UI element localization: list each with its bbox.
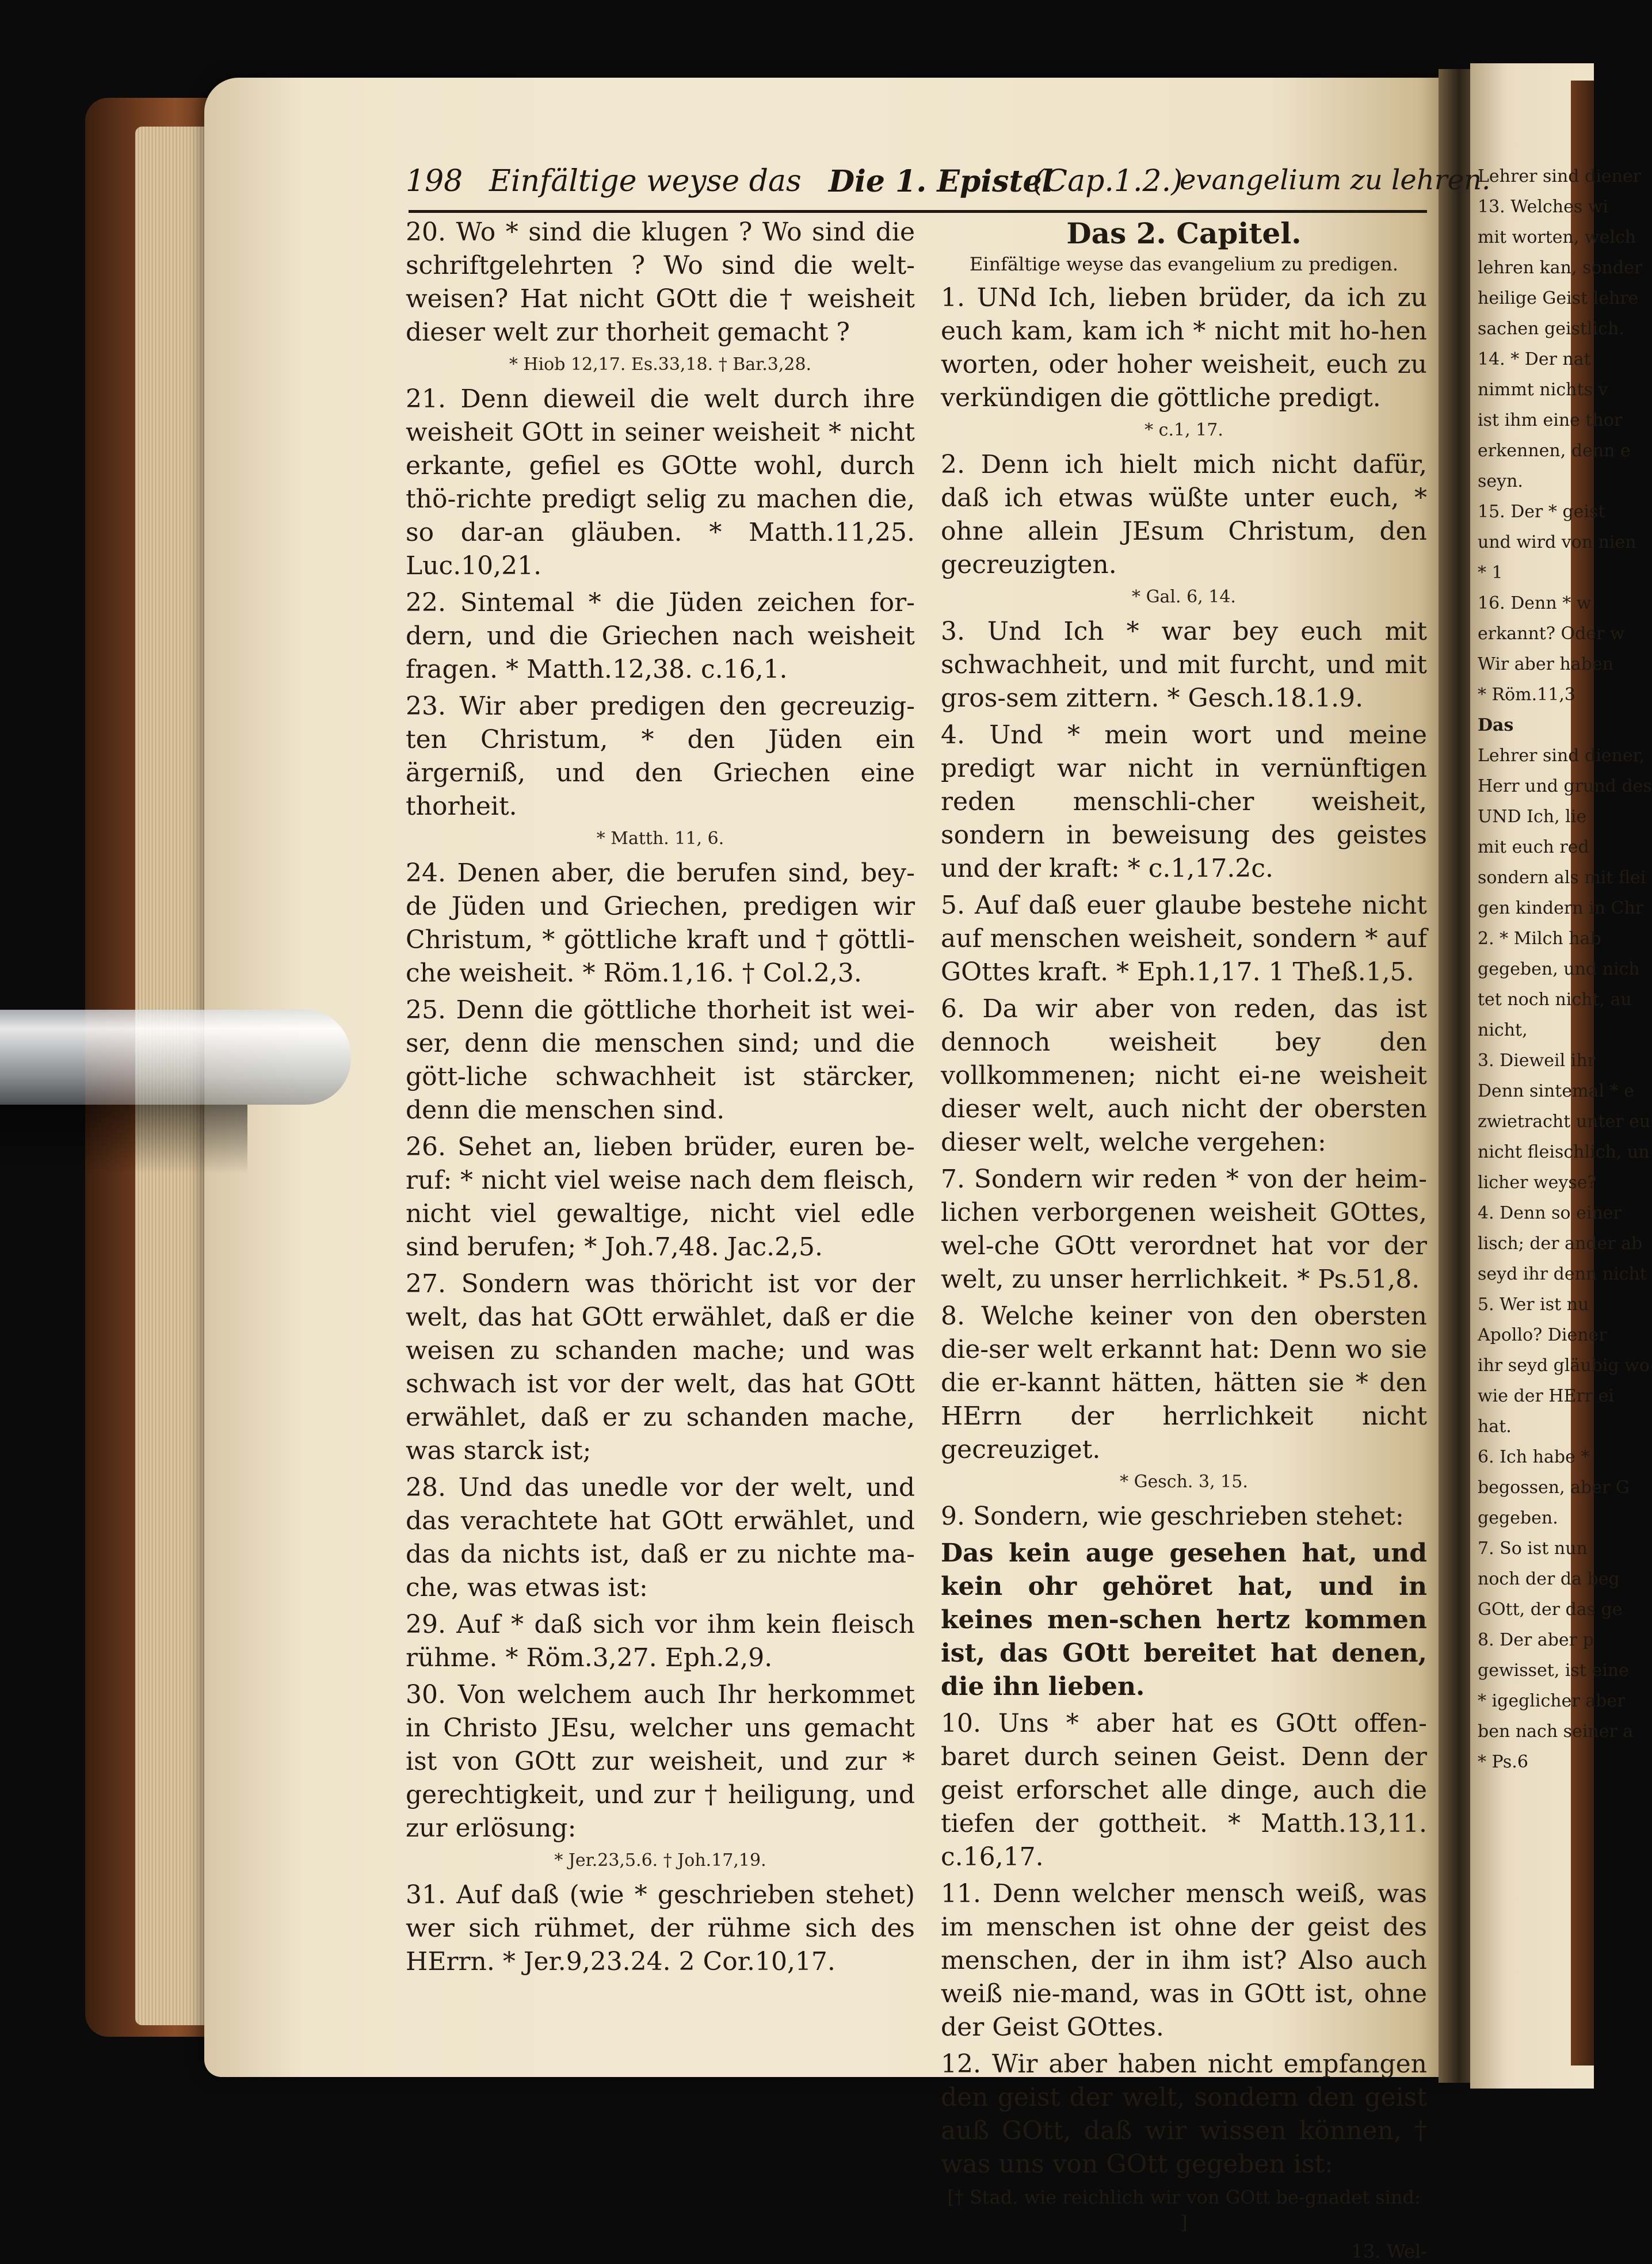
verse-8: 8. Welche keiner von den obersten die-ser welt erkannt hat: Denn wo sie die er-kannt hätten, hätten sie * den HErrn der herrlichkeit nicht gecreuziget. [941,1301,1427,1464]
facing-line: begossen, aber G [1478,1477,1630,1498]
facing-line: 13. Welches wi [1478,197,1609,217]
facing-line: und wird von nien [1478,532,1636,552]
facing-line: 15. Der * geist [1478,502,1605,522]
facing-line: 14. * Der nat [1478,349,1591,369]
facing-line: Herr und grund des [1478,776,1652,796]
footnote: [† Stad. wie reichlich wir von GOtt be-gnadet sind: ] [947,2186,1421,2234]
verse-29: 29. Auf * daß sich vor ihm kein fleisch rühme. * Röm.3,27. Eph.2,9. [406,1610,915,1673]
cross-reference: * c.1, 17. [1144,420,1223,440]
facing-line: sachen geistlich. [1478,319,1624,339]
facing-line: Wir aber haben [1478,654,1613,674]
facing-line: seyd ihr denn nicht [1478,1264,1647,1284]
cross-reference: * Gesch. 3, 15. [1120,1472,1248,1492]
facing-page-text [1478,161,1652,1777]
facing-line: Apollo? Diener [1478,1325,1607,1345]
facing-line: Denn sintemal * e [1478,1081,1634,1101]
facing-line: erkannt? Oder w [1478,624,1625,644]
facing-line: ihr seyd gläubig wo [1478,1356,1650,1376]
verse-4: 4. Und * mein wort und meine predigt war nicht in vernünftigen reden menschli-cher weisheit, sondern in beweisung des geistes und der kraft: * c.1,17.2c. [941,720,1427,883]
facing-line: ben nach seiner a [1478,1721,1634,1742]
verse-9-quotation: Das kein auge gesehen hat, und kein ohr gehöret hat, und in keines men-schen hertz kommen ist, das GOtt bereitet hat denen, die ihn lieben. [941,1538,1427,1701]
facing-line: wie der HErr ei [1478,1386,1615,1406]
cross-reference: * Hiob 12,17. Es.33,18. † Bar.3,28. [509,354,812,375]
book-title: Die 1. Epistel [829,164,1054,199]
facing-line: * Ps.6 [1478,1752,1528,1772]
page-number: 198 [406,164,463,198]
facing-line: seyn. [1478,471,1523,491]
facing-line: hat. [1478,1417,1512,1437]
verse-11: 11. Denn welcher mensch weiß, was im menschen ist ohne der geist des menschen, der in ihm ist? Also auch weiß nie-mand, was in GOtt ist, ohne der Geist GOttes. [941,1879,1427,2042]
cross-reference: * Matth. 11, 6. [596,829,724,849]
verse-22: 22. Sintemal * die Jüden zeichen for-dern, und die Griechen nach weisheit fragen. * Matth.12,38. c.16,1. [406,588,915,684]
facing-line: licher weyse? [1478,1173,1597,1193]
facing-chapter-heading: Das [1478,715,1514,735]
facing-line: noch der da beg [1478,1569,1620,1589]
verse-23: 23. Wir aber predigen den gecreuzig-ten Christum, * den Jüden ein ärgerniß, und den Griechen eine thorheit. [406,692,915,821]
page-clip-shadow [0,1105,247,1174]
facing-line: 4. Denn so einer [1478,1203,1622,1223]
verse-7: 7. Sondern wir reden * von der heim-lichen verborgenen weisheit GOttes, wel-che GOtt verordnet hat vor der welt, zu unser herrlichkeit. * Ps.51,8. [941,1165,1427,1294]
facing-line: mit worten, welch [1478,227,1636,247]
facing-line: zwietracht unter eu [1478,1112,1651,1132]
cross-reference: * Gal. 6, 14. [1132,587,1236,607]
verse-1: 1. UNd Ich, lieben brüder, da ich zu euch kam, kam ich * nicht mit ho-hen worten, oder hoher weisheit, euch zu verkündigen die göttliche predigt. [941,283,1427,413]
verse-27: 27. Sondern was thöricht ist vor der welt, das hat GOtt erwählet, daß er die weisen zu schanden mache; und was schwach ist vor der welt, das hat GOtt erwählet, daß er zu schanden mache, was starck ist; [406,1269,915,1465]
verse-12: 12. Wir aber haben nicht empfangen den geist der welt, sondern den geist auß GOtt, daß wir wissen können, † was uns von GOtt gegeben ist: [941,2049,1427,2179]
chapter-reference: (Cap.1.2.) [1033,164,1183,198]
chapter-title: Das 2. Capitel. [1066,216,1302,250]
verse-31: 31. Auf daß (wie * geschrieben stehet) wer sich rühmet, der rühme sich des HErrn. * Jer.9,23.24. 2 Cor.10,17. [406,1880,915,1976]
facing-line: nicht, [1478,1020,1528,1040]
verse-21: 21. Denn dieweil die welt durch ihre weisheit GOtt in seiner weisheit * nicht erkante, gefiel es GOtte wohl, durch thö-richte predigt selig zu machen die, so dar-an gläuben. * Matth.11,25. Luc.10,21. [406,384,915,581]
facing-line: nimmt nichts v [1478,380,1608,400]
chapter-summary: Einfältige weyse das evangelium zu predigen. [969,253,1399,275]
facing-line: lisch; der ander ab [1478,1234,1643,1254]
running-title-left: Einfältige weyse das [489,164,802,198]
facing-line: gewisset, ist eine [1478,1660,1629,1681]
facing-line: 3. Dieweil ihr [1478,1051,1596,1071]
facing-line: nicht fleischlich, un [1478,1142,1650,1162]
facing-line: heilige Geist lehre [1478,288,1639,308]
facing-line: 5. Wer ist nu [1478,1295,1589,1315]
facing-line: * 1 [1478,563,1503,583]
verse-26: 26. Sehet an, lieben brüder, euren be-ruf: * nicht viel weise nach dem fleisch, nicht viel gewaltige, nicht viel edle sind berufen; * Joh.7,48. Jac.2,5. [406,1132,915,1262]
facing-line: Lehrer sind diener, [1478,746,1645,766]
facing-line: lehren kan, sonder [1478,258,1643,278]
facing-line: sondern als mit flei [1478,868,1646,888]
facing-line: 16. Denn * w [1478,593,1592,613]
verse-2: 2. Denn ich hielt mich nicht dafür, daß ich etwas wüßte unter euch, * ohne allein JEsum Christum, den gecreuzigten. [941,450,1427,579]
facing-line: gegeben, und nich [1478,959,1640,979]
verse-9: 9. Sondern, wie geschrieben stehet: [941,1502,1404,1531]
cross-reference: * Jer.23,5.6. † Joh.17,19. [554,1850,766,1870]
verse-3: 3. Und Ich * war bey euch mit schwachheit, und mit furcht, und mit gros-sem zittern. * Gesch.18.1.9. [941,617,1427,713]
running-title-right: evangelium zu lehren. [1180,164,1491,196]
right-text-column [941,216,1427,2264]
facing-line: gen kindern in Chr [1478,898,1644,918]
verse-6: 6. Da wir aber von reden, das ist dennoch weisheit bey den vollkommenen; nicht ei-ne weisheit dieser welt, auch nicht der obersten dieser welt, welche vergehen: [941,994,1427,1157]
facing-line: UND Ich, lie [1478,807,1587,827]
verse-20: 20. Wo * sind die klugen ? Wo sind die schriftgelehrten ? Wo sind die welt-weisen? Hat nicht GOtt die † weisheit dieser welt zur thorheit gemacht ? [406,217,915,347]
facing-line: 6. Ich habe * [1478,1447,1590,1467]
facing-line: ist ihm eine thor [1478,410,1623,430]
facing-line: mit euch red [1478,837,1589,857]
verse-5: 5. Auf daß euer glaube bestehe nicht auf menschen weisheit, sondern * auf GOttes kraft. * Eph.1,17. 1 Theß.1,5. [941,891,1427,987]
header-rule [409,210,1427,213]
verse-10: 10. Uns * aber hat es GOtt offen-baret durch seinen Geist. Denn der geist erforschet alle dinge, auch die tiefen der gottheit. * Matth.13,11. c.16,17. [941,1709,1427,1872]
facing-line: 2. * Milch hab [1478,929,1601,949]
facing-line: Lehrer sind diener [1478,166,1641,186]
verse-30: 30. Von welchem auch Ihr herkommet in Christo JEsu, welcher uns gemacht ist von GOtt zur weisheit, und zur * gerechtigkeit, und zur † heiligung, und zur erlösung: [406,1680,915,1843]
facing-line: 8. Der aber p [1478,1630,1594,1650]
facing-line: tet noch nicht, au [1478,990,1632,1010]
facing-line: * igeglicher aber [1478,1691,1626,1711]
verse-28: 28. Und das unedle vor der welt, und das verachtete hat GOtt erwählet, und das da nichts ist, daß er zu nichte ma-che, was etwas ist: [406,1473,915,1602]
facing-line: erkennen, denn e [1478,441,1631,461]
verse-24: 24. Denen aber, die berufen sind, bey-de Jüden und Griechen, predigen wir Christum, * göttliche kraft und † göttli-che weisheit. * Röm.1,16. † Col.2,3. [406,858,915,988]
facing-line: gegeben. [1478,1508,1558,1528]
left-text-column [406,216,915,1982]
facing-line: GOtt, der das ge [1478,1599,1623,1620]
catchword: 13. Wel- [1351,2240,1427,2262]
verse-25: 25. Denn die göttliche thorheit ist wei-ser, denn die menschen sind; und die gött-liche schwachheit ist stärcker, denn die menschen sind. [406,995,915,1125]
page-clip [0,1010,351,1105]
facing-line: * Röm.11,3 [1478,685,1575,705]
facing-line: 7. So ist nun [1478,1538,1588,1559]
